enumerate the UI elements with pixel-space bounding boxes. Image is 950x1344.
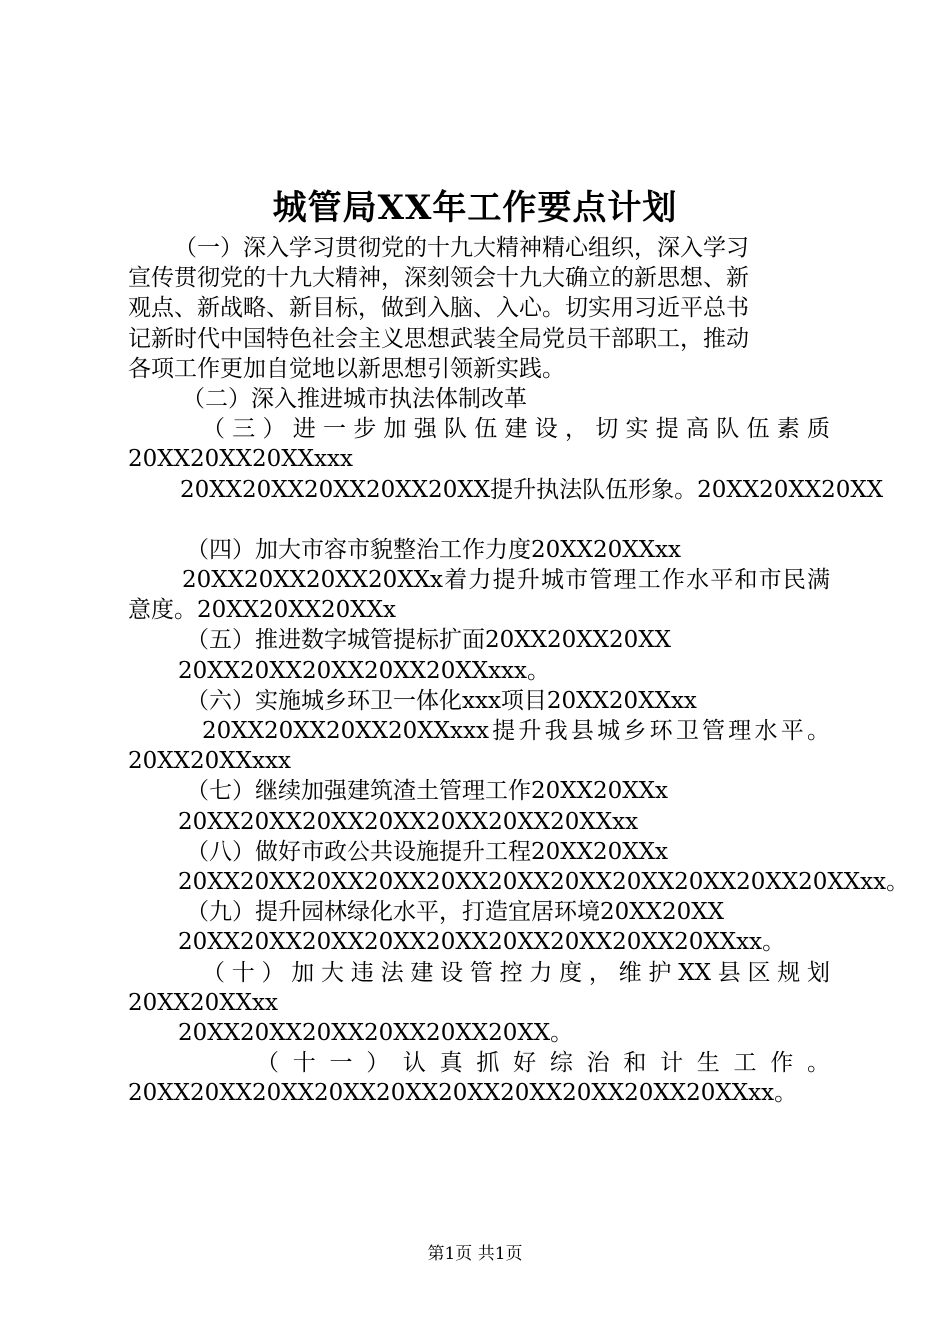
paragraph-1-line-1: （一）深入学习贯彻党的十九大精神精心组织，深入学习 — [174, 235, 749, 261]
item-8-line-2: 20XX20XX20XX20XX20XX20XX20XX20XX20XX20XX20XXxx。 — [178, 868, 910, 895]
page-footer: 第1页 共1页 — [427, 1244, 523, 1264]
item-10-line-3: 20XX20XX20XX20XX20XX20XX。 — [178, 1019, 574, 1046]
document-body — [128, 233, 910, 1108]
item-6-line-1: （六）实施城乡环卫一体化xxx项目20XX20XXxx — [186, 687, 697, 714]
blank-line — [128, 505, 830, 535]
item-4-line-2: 20XX20XX20XX20XXx着力提升城市管理工作水平和市民满 — [182, 567, 830, 594]
item-7-line-2: 20XX20XX20XX20XX20XX20XX20XXxx — [178, 808, 639, 835]
item-4-line-3: 意度。20XX20XX20XXx — [128, 597, 397, 624]
document-title: 城管局XX年工作要点计划 — [272, 188, 678, 228]
item-10-line-2: 20XX20XXxx — [128, 989, 278, 1016]
paragraph-1-line-3: 观点、新战略、新目标，做到入脑、入心。切实用习近平总书 — [128, 295, 749, 322]
item-6-line-3: 20XX20XXxxx — [128, 748, 291, 775]
item-11-line-2: 20XX20XX20XX20XX20XX20XX20XX20XX20XX20XXxx。 — [128, 1080, 798, 1107]
paragraph-1-line-2: 宣传贯彻党的十九大精神，深刻领会十九大确立的新思想、新 — [128, 265, 749, 292]
item-7-line-1: （七）继续加强建筑渣土管理工作20XX20XXx — [186, 778, 669, 805]
item-5-line-2: 20XX20XX20XX20XX20XXxxx。 — [178, 657, 550, 684]
item-8-line-1: （八）做好市政公共设施提升工程20XX20XXx — [186, 838, 669, 865]
item-6-line-2: 20XX20XX20XX20XXxxx提升我县城乡环卫管理水平。 — [202, 718, 830, 744]
item-5-line-1: （五）推进数字城管提标扩面20XX20XX20XX — [186, 627, 672, 654]
item-9-line-2: 20XX20XX20XX20XX20XX20XX20XX20XX20XXxx。 — [178, 929, 786, 956]
paragraph-1-line-5: 各项工作更加自觉地以新思想引领新实践。 — [128, 355, 565, 382]
item-9-line-1: （九）提升园林绿化水平，打造宜居环境20XX20XX — [186, 899, 725, 926]
item-10-line-1: （十）加大违法建设管控力度，维护XX县区规划 — [202, 959, 830, 986]
item-3-line-3: 20XX20XX20XX20XX20XX提升执法队伍形象。20XX20XX20XX — [180, 476, 884, 503]
item-3-line-1: （三）进一步加强队伍建设，切实提高队伍素质 — [202, 416, 830, 443]
paragraph-1-line-4: 记新时代中国特色社会主义思想武装全局党员干部职工，推动 — [128, 325, 749, 352]
item-2-line: （二）深入推进城市执法体制改革 — [182, 385, 527, 412]
item-4-line-1: （四）加大市容市貌整治工作力度20XX20XXxx — [186, 536, 681, 563]
item-3-line-2: 20XX20XX20XXxxx — [128, 446, 353, 473]
item-11-line-1: （十一）认真抓好综治和计生工作。 — [256, 1050, 830, 1077]
